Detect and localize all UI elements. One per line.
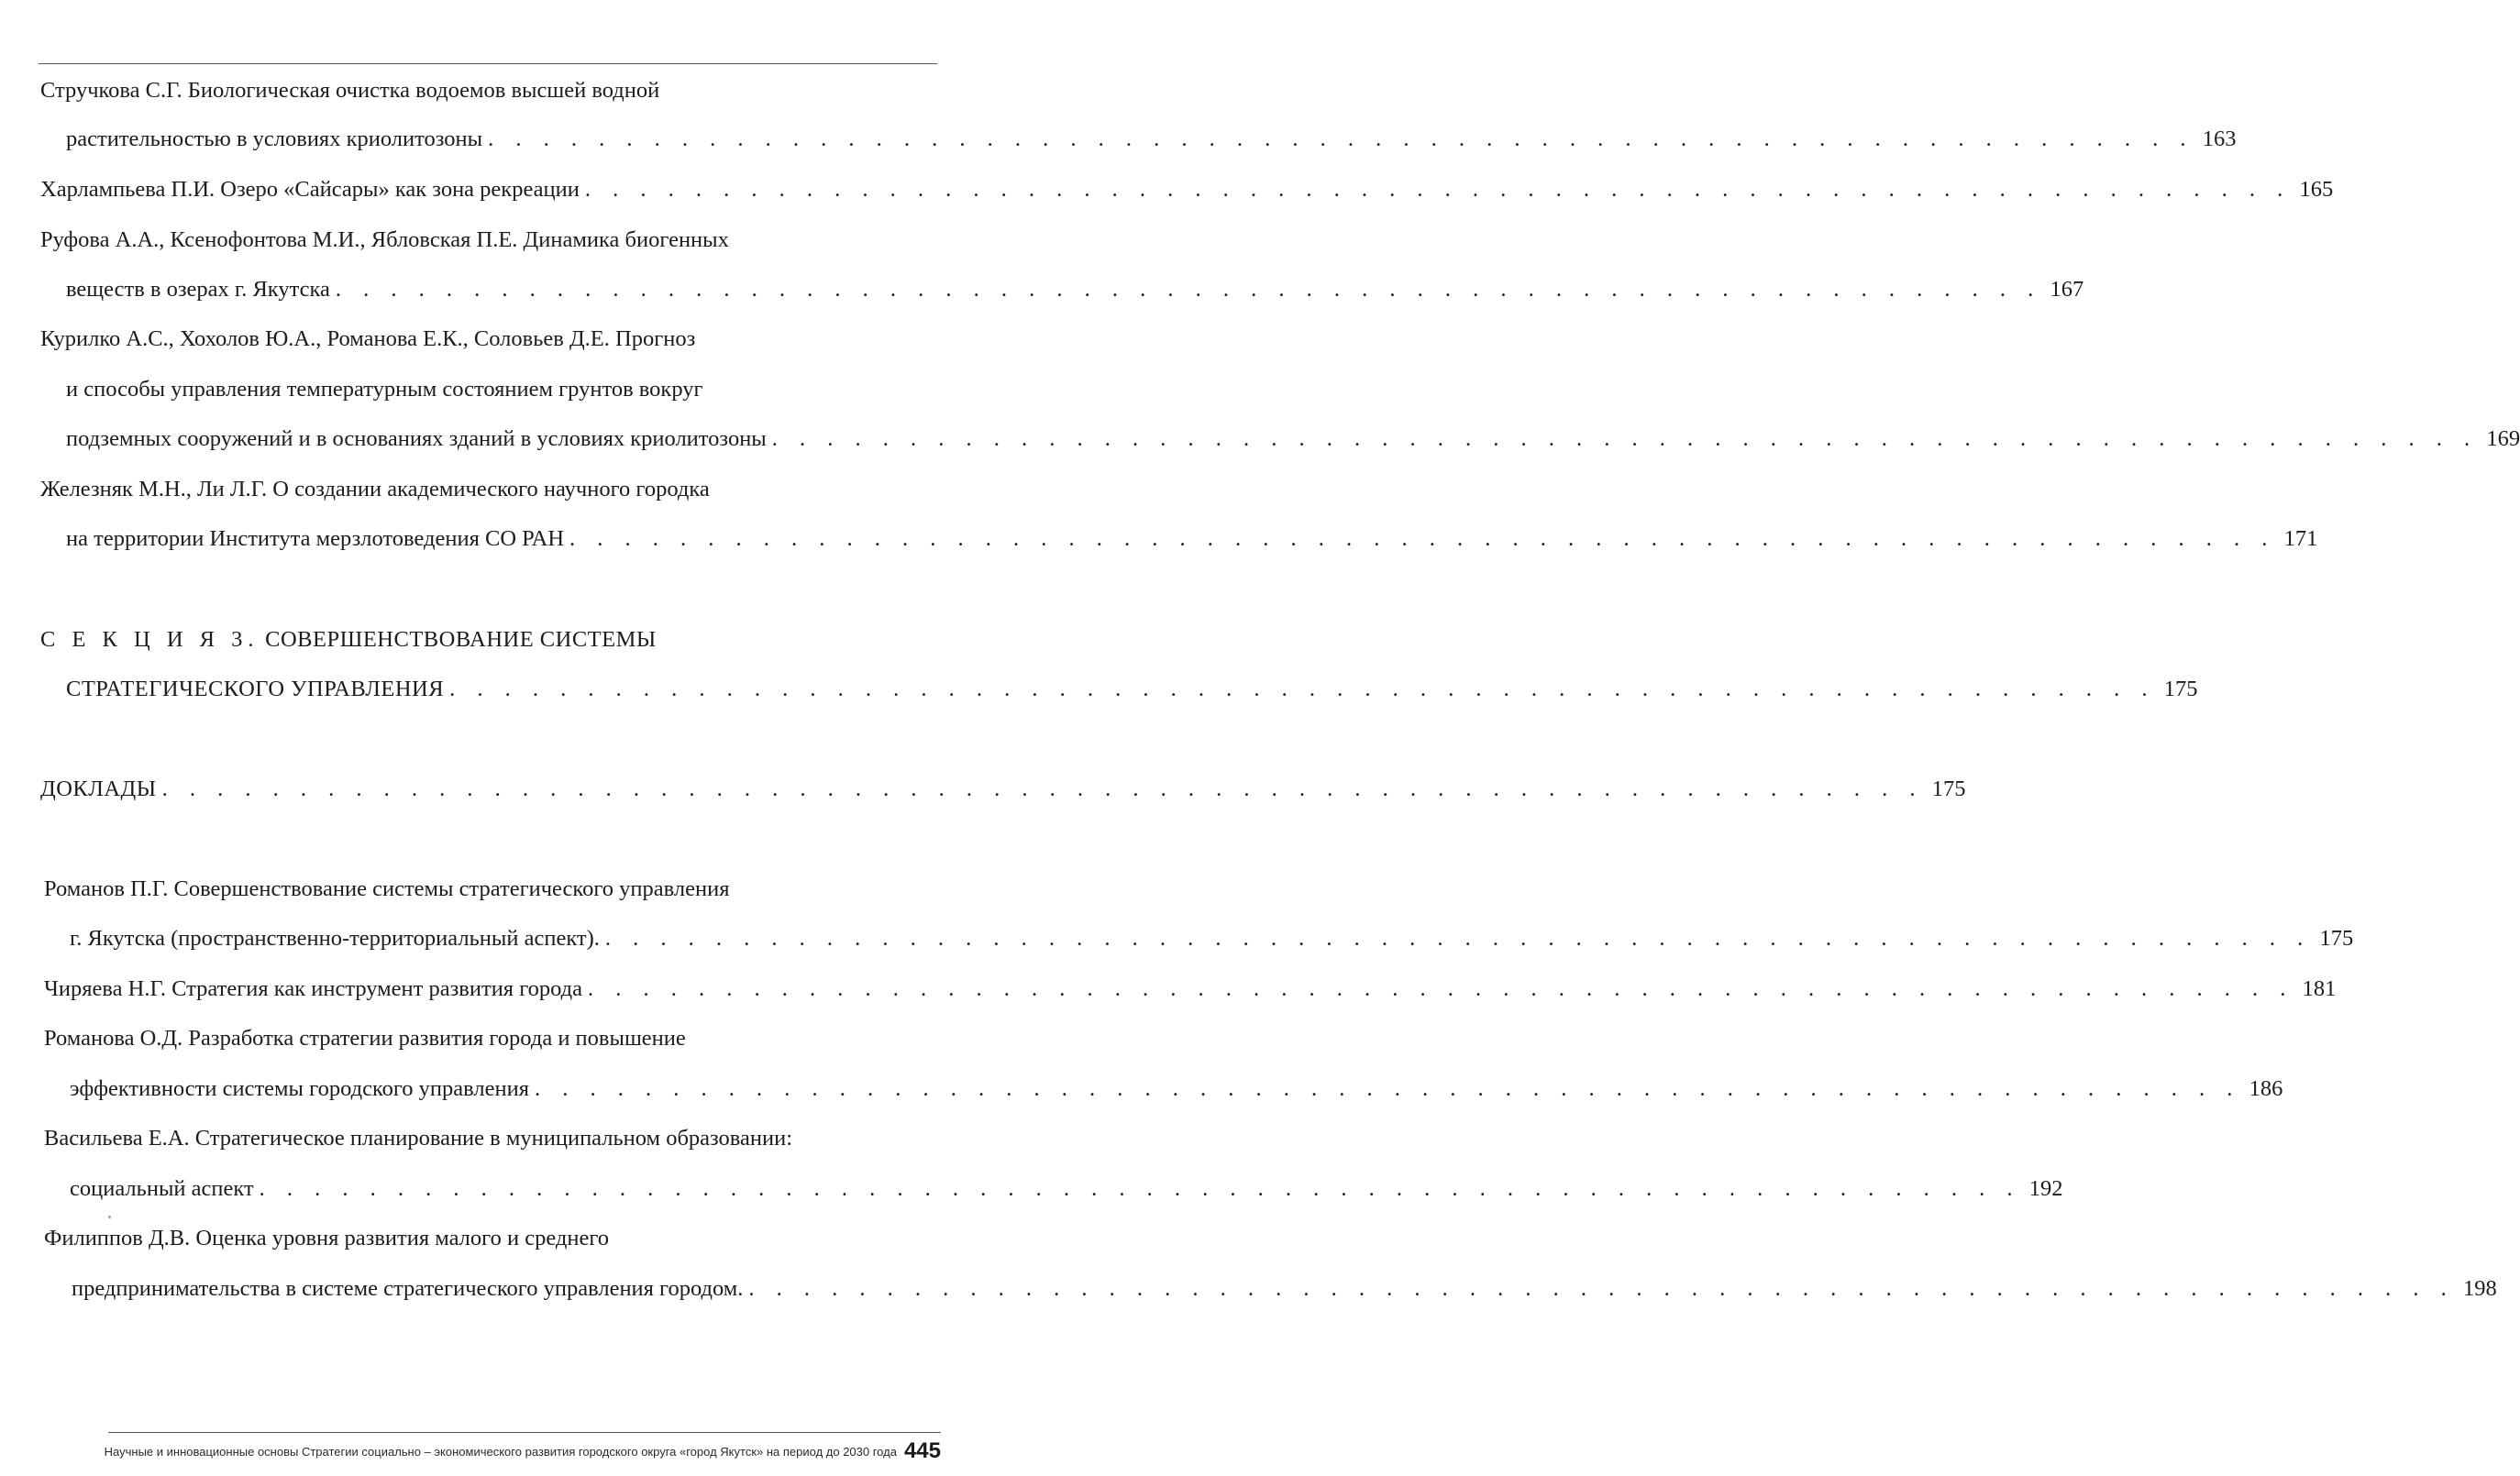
- page-number: 175: [2319, 926, 2354, 951]
- page-number: 163: [2202, 127, 2237, 151]
- toc-entry-continuation: [0, 1273, 2497, 1305]
- leader-dots: . . . . . . . . . . . . . . . . . . . . . . . . . . . . . . . . . . . . . . . . . . . . . . . . . . . . . . . . . . . . . .: [535, 1076, 2241, 1101]
- page-number: 198: [2463, 1276, 2497, 1301]
- section-title-line: СТРАТЕГИЧЕСКОГО УПРАВЛЕНИЯ: [66, 677, 445, 701]
- page-number: 167: [2050, 277, 2084, 302]
- toc-entry: [0, 874, 1013, 905]
- toc-entry-line: г. Якутска (пространственно-территориальный аспект).: [70, 926, 600, 951]
- toc-entry-line: подземных сооружений и в основаниях зданий в условиях криолитозоны: [66, 426, 767, 451]
- scan-speck: [108, 1216, 111, 1218]
- toc-entry: [0, 75, 1013, 106]
- toc-entry-continuation: [0, 274, 2084, 305]
- toc-entry-continuation: [0, 124, 2237, 155]
- toc-entry-line: Курилко А.С., Хохолов Ю.А., Романова Е.К., Соловьев Д.Е. Прогноз: [40, 326, 696, 351]
- toc-entry-line: на территории Института мерзлотоведения СО РАН: [66, 526, 565, 551]
- toc-entry: [0, 174, 2334, 205]
- page-footer: [104, 1437, 941, 1465]
- toc-entry-line: Романова О.Д. Разработка стратегии развития города и повышение: [44, 1026, 686, 1051]
- page-number: 192: [2028, 1176, 2063, 1201]
- toc-entry: [0, 474, 1013, 505]
- toc-entry: [0, 1123, 1013, 1154]
- page-number: 175: [1931, 777, 1966, 801]
- toc-entry-continuation: [0, 1074, 2283, 1105]
- toc-entry-continuation: [0, 1173, 2063, 1205]
- leader-dots: . . . . . . . . . . . . . . . . . . . . . . . . . . . . . . . . . . . . . . . . . . . . . . . . . . . . . . . . . . . . . .: [488, 127, 2194, 151]
- page-number: 175: [2163, 677, 2198, 701]
- toc-entry-line: социальный аспект: [70, 1176, 254, 1201]
- toc-entry-line: Васильева Е.А. Стратегическое планирование в муниципальном образовании:: [44, 1126, 793, 1151]
- toc-entry-line: растительностью в условиях криолитозоны: [66, 127, 483, 151]
- page-number: 181: [2302, 976, 2337, 1001]
- leader-dots: . . . . . . . . . . . . . . . . . . . . . . . . . . . . . . . . . . . . . . . . . . . . . . . . . . . . . . . . . . . . . .: [584, 177, 2292, 202]
- leader-dots: . . . . . . . . . . . . . . . . . . . . . . . . . . . . . . . . . . . . . . . . . . . . . . . . . . . . . . . . . . . . . .: [335, 277, 2042, 302]
- toc-entry: [0, 1223, 1013, 1254]
- leader-dots: . . . . . . . . . . . . . . . . . . . . . . . . . . . . . . . . . . . . . . . . . . . . . . . . . . . . . . . . . . . . . . . .: [161, 777, 1924, 801]
- leader-dots: . . . . . . . . . . . . . . . . . . . . . . . . . . . . . . . . . . . . . . . . . . . . . . . . . . . . . . . . . . . . . .: [771, 426, 2479, 451]
- section-prefix: С Е К Ц И Я 3.: [40, 627, 260, 652]
- page-number: 165: [2299, 177, 2334, 202]
- toc-entry-line: Филиппов Д.В. Оценка уровня развития малого и среднего: [44, 1226, 610, 1250]
- toc-entry-line: Железняк М.Н., Ли Л.Г. О создании академического научного городка: [40, 477, 710, 501]
- page-number: 171: [2283, 526, 2318, 551]
- toc-entry-continuation: [0, 424, 2520, 455]
- leader-dots: . . . . . . . . . . . . . . . . . . . . . . . . . . . . . . . . . . . . . . . . . . . . . . . . . . . . . . . . . . . . . .: [604, 926, 2312, 951]
- toc-entry-line: Романов П.Г. Совершенствование системы стратегического управления: [44, 876, 730, 901]
- toc-entry-continuation: [0, 374, 1013, 405]
- toc-entry-line: веществ в озерах г. Якутска: [66, 277, 330, 302]
- toc-entry-line: эффективности системы городского управления: [70, 1076, 530, 1101]
- toc-entry-line: Стручкова С.Г. Биологическая очистка водоемов высшей водной: [40, 78, 660, 103]
- reports-heading: [0, 774, 1966, 805]
- toc-entry: [0, 324, 1013, 355]
- footer-page-number: 445: [903, 1438, 941, 1463]
- top-rule: [39, 63, 937, 64]
- reports-label: ДОКЛАДЫ: [40, 777, 157, 801]
- leader-dots: . . . . . . . . . . . . . . . . . . . . . . . . . . . . . . . . . . . . . . . . . . . . . . . . . . . . . . . . . . . . . .: [569, 526, 2276, 551]
- toc-entry: [0, 225, 1013, 256]
- toc-entry-line: Чиряева Н.Г. Стратегия как инструмент развития города: [44, 976, 583, 1001]
- toc-entry-continuation: [0, 523, 2318, 555]
- toc-entry-line: Руфова А.А., Ксенофонтова М.И., Ябловская П.Е. Динамика биогенных: [40, 227, 729, 252]
- section-title-line: СОВЕРШЕНСТВОВАНИЕ СИСТЕМЫ: [265, 627, 657, 652]
- section-heading: [0, 624, 1013, 655]
- leader-dots: . . . . . . . . . . . . . . . . . . . . . . . . . . . . . . . . . . . . . . . . . . . . . . . . . . . . . . . . . . . . . .: [588, 976, 2294, 1001]
- page-number: 169: [2486, 426, 2520, 451]
- bottom-rule: [108, 1432, 941, 1433]
- footer-text: Научные и инновационные основы Стратегии социально – экономического развития городского округа «город Якутск» на период до 2030 года: [104, 1444, 897, 1459]
- toc-entry-line: предпринимательства в системе стратегического управления городом.: [72, 1276, 744, 1301]
- toc-entry: [0, 1023, 1013, 1054]
- toc-entry-line: Харлампьева П.И. Озеро «Сайсары» как зона рекреации: [40, 177, 580, 202]
- toc-entry-continuation: [0, 923, 2354, 954]
- toc-entry: [0, 974, 2337, 1005]
- leader-dots: . . . . . . . . . . . . . . . . . . . . . . . . . . . . . . . . . . . . . . . . . . . . . . . . . . . . . . . . . . . . . .: [748, 1276, 2455, 1301]
- page-number: 186: [2249, 1076, 2283, 1101]
- leader-dots: . . . . . . . . . . . . . . . . . . . . . . . . . . . . . . . . . . . . . . . . . . . . . . . . . . . . . . . . . . . . . .: [449, 677, 2156, 701]
- section-heading-continuation: [0, 674, 2198, 705]
- leader-dots: . . . . . . . . . . . . . . . . . . . . . . . . . . . . . . . . . . . . . . . . . . . . . . . . . . . . . . . . . . . . . . . .: [259, 1176, 2021, 1201]
- toc-entry-line: и способы управления температурным состоянием грунтов вокруг: [66, 377, 703, 402]
